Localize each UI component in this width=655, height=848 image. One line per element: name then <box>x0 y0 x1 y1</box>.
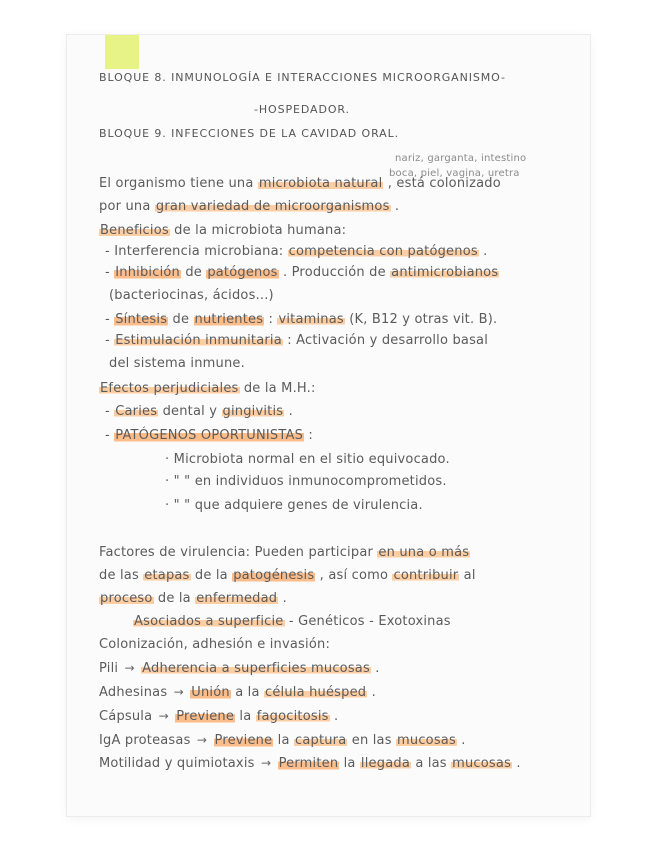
header-line-2: -HOSPEDADOR. <box>254 103 350 116</box>
beneficio-2-detail: (bacteriocinas, ácidos...) <box>109 288 274 303</box>
right-arrow-icon: → <box>260 756 272 770</box>
oportunista-1: · Microbiota normal en el sitio equivocado. <box>165 452 450 467</box>
b2-highlight-2: patógenos <box>207 265 278 280</box>
e2-text-a: - <box>105 428 115 443</box>
f8-text-f: . <box>333 709 339 724</box>
b2-text-e: . Producción de <box>282 265 391 280</box>
b4-text-c: : Activación y desarrollo basal <box>287 333 489 348</box>
efectos-text: de la M.H.: <box>243 381 316 396</box>
f6-text-a: Pili <box>99 661 119 676</box>
beneficios-highlight: Beneficios <box>100 223 169 238</box>
efecto-1 <box>105 403 293 421</box>
beneficios-heading <box>99 222 346 240</box>
paragraph-1 <box>99 175 501 193</box>
p1-text-a: El organismo tiene una <box>99 176 258 191</box>
f2-highlight-1: etapas <box>144 568 190 583</box>
oportunista-2: · " " en individuos inmunocomprometidos. <box>165 474 447 489</box>
f4-text-b: - Genéticos - Exotoxinas <box>288 614 451 629</box>
f2-text-e: , así como <box>319 568 393 583</box>
f1-text-a: Factores de virulencia: Pueden participar <box>99 545 378 560</box>
b3-text-g: (K, B12 y otras vit. B). <box>349 312 498 327</box>
efectos-highlight: Efectos perjudiciales <box>100 381 239 396</box>
f7-text-d: a la <box>235 685 264 700</box>
f3-text-b: de la <box>157 591 196 606</box>
e1-text-e: . <box>288 404 293 419</box>
notebook-page <box>67 35 590 816</box>
f10-highlight-1: Permiten <box>278 756 339 771</box>
f10-highlight-2: llegada <box>360 756 410 771</box>
colonizacion-heading: Colonización, adhesión e invasión: <box>99 637 331 652</box>
iga-line <box>99 731 466 750</box>
b2-text-a: - <box>105 265 115 280</box>
f3-highlight-2: enfermedad <box>196 591 278 606</box>
f9-text-h: . <box>461 733 466 748</box>
f1-highlight: en una o más <box>378 545 470 560</box>
b3-highlight-1: Síntesis <box>115 312 168 327</box>
f6-text-d: . <box>375 661 380 676</box>
b2-text-c: de <box>185 265 207 280</box>
factores-line-1 <box>99 544 470 562</box>
f10-text-a: Motilidad y quimiotaxis <box>99 756 255 771</box>
beneficio-4 <box>105 332 488 350</box>
aside-note-1: nariz, garganta, intestino <box>395 153 527 164</box>
f10-text-f: a las <box>415 756 452 771</box>
e1-highlight-1: Caries <box>115 404 158 419</box>
f10-text-h: . <box>516 756 521 771</box>
f9-text-f: en las <box>351 733 397 748</box>
pili-line <box>99 659 380 678</box>
f2-text-g: al <box>463 568 476 583</box>
f9-text-d: la <box>277 733 294 748</box>
efecto-2 <box>105 427 313 445</box>
f3-highlight-1: proceso <box>100 591 153 606</box>
f7-highlight-2: célula huésped <box>265 685 367 700</box>
f2-highlight-3: contribuir <box>393 568 459 583</box>
p2-text-c: . <box>394 199 400 214</box>
b1-highlight: competencia con patógenos <box>288 244 478 259</box>
f8-highlight-1: Previene <box>176 709 235 724</box>
b2-highlight-3: antimicrobianos <box>391 265 499 280</box>
f7-highlight-1: Unión <box>191 685 230 700</box>
adhesinas-line <box>99 683 376 702</box>
header-line-3: BLOQUE 9. INFECCIONES DE LA CAVIDAD ORAL. <box>99 127 400 140</box>
f2-text-c: de la <box>194 568 233 583</box>
e2-highlight: PATÓGENOS OPORTUNISTAS <box>115 428 304 443</box>
b3-text-c: de <box>172 312 194 327</box>
header-line-1: BLOQUE 8. INMUNOLOGÍA E INTERACCIONES MICROORGANISMO- <box>99 71 506 84</box>
e2-text-c: : <box>308 428 314 443</box>
f7-text-a: Adhesinas <box>99 685 168 700</box>
f6-highlight: Adherencia a superficies mucosas <box>142 661 370 676</box>
f7-text-f: . <box>371 685 376 700</box>
factores-tipos <box>133 613 451 631</box>
aside-note-2: boca, piel, vagina, uretra <box>389 168 520 179</box>
beneficios-text: de la microbiota humana: <box>174 223 347 238</box>
b2-highlight-1: Inhibición <box>115 265 180 280</box>
f9-highlight-3: mucosas <box>397 733 456 748</box>
right-arrow-icon: → <box>124 661 135 675</box>
beneficio-3 <box>105 311 497 329</box>
b4-text-a: - <box>105 333 115 348</box>
right-arrow-icon: → <box>158 709 169 723</box>
capsula-line <box>99 707 338 726</box>
f9-highlight-2: captura <box>294 733 347 748</box>
factores-line-3 <box>99 590 287 608</box>
beneficio-1 <box>105 243 488 261</box>
f9-text-a: IgA proteasas <box>99 733 191 748</box>
b1-text-a: - Interferencia microbiana: <box>105 244 288 259</box>
f9-highlight-1: Previene <box>214 733 273 748</box>
p2-highlight: gran variedad de microorganismos <box>155 199 390 214</box>
b3-text-a: - <box>105 312 115 327</box>
b3-text-e: : <box>268 312 278 327</box>
sticky-note-tab <box>105 35 139 69</box>
efectos-heading <box>99 380 316 398</box>
right-arrow-icon: → <box>173 685 184 699</box>
e1-text-a: - <box>105 404 115 419</box>
motilidad-line <box>99 754 521 773</box>
f10-highlight-3: mucosas <box>452 756 512 771</box>
right-arrow-icon: → <box>196 733 208 747</box>
f2-text-a: de las <box>99 568 144 583</box>
f10-text-d: la <box>343 756 360 771</box>
f8-text-d: la <box>239 709 256 724</box>
p2-text-a: por una <box>99 199 155 214</box>
oportunista-3: · " " que adquiere genes de virulencia. <box>165 498 423 513</box>
b1-text-c: . <box>483 244 488 259</box>
e1-highlight-2: gingivitis <box>222 404 284 419</box>
f3-text-d: . <box>282 591 287 606</box>
b4-highlight: Estimulación inmunitaria <box>115 333 282 348</box>
f8-text-a: Cápsula <box>99 709 153 724</box>
f4-highlight: Asociados a superficie <box>134 614 284 629</box>
beneficio-2 <box>105 264 499 282</box>
f2-highlight-2: patogénesis <box>233 568 315 583</box>
p1-highlight: microbiota natural <box>258 176 383 191</box>
e1-text-c: dental y <box>162 404 222 419</box>
b3-highlight-3: vitaminas <box>278 312 344 327</box>
beneficio-4-detail: del sistema inmune. <box>109 356 245 371</box>
p1-text-c: , está colonizado <box>387 176 501 191</box>
factores-line-2 <box>99 567 476 585</box>
f8-highlight-2: fagocitosis <box>256 709 329 724</box>
b3-highlight-2: nutrientes <box>194 312 264 327</box>
paragraph-2 <box>99 198 399 216</box>
